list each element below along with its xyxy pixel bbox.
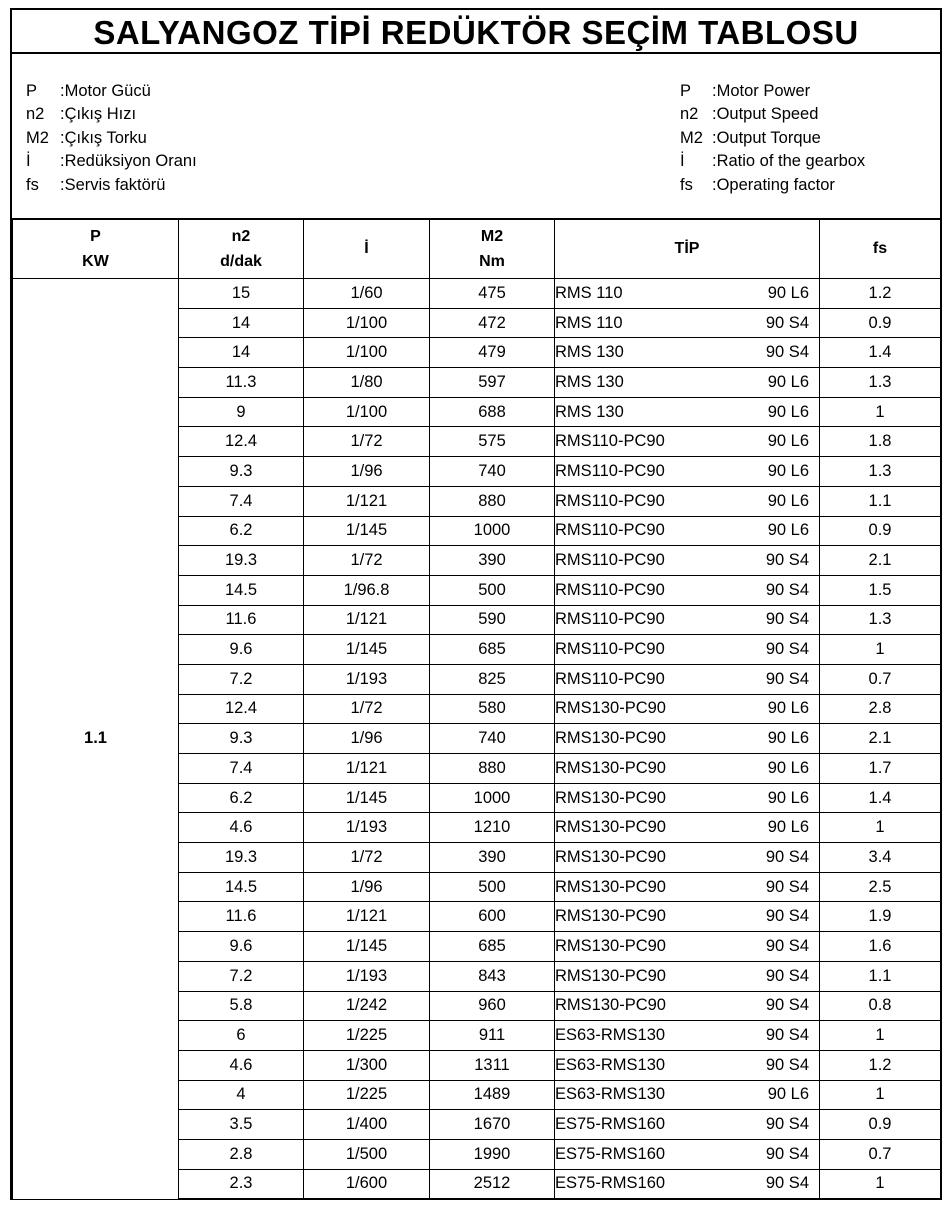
cell-n2: 2.8 [179,1139,304,1169]
cell-n2: 14 [179,308,304,338]
legend-item [26,150,197,173]
cell-n2: 14.5 [179,575,304,605]
cell-fs: 0.7 [820,664,941,694]
legend-item [26,103,197,126]
cell-ratio: 1/500 [304,1139,430,1169]
cell-m2: 960 [430,991,555,1021]
gearbox-type: RMS130-PC90 [555,758,666,777]
header-ratio [304,219,430,279]
cell-ratio: 1/300 [304,1050,430,1080]
cell-ratio: 1/242 [304,991,430,1021]
cell-fs: 0.9 [820,516,941,546]
cell-type [555,605,820,635]
cell-m2: 575 [430,427,555,457]
cell-type [555,783,820,813]
table-header [13,219,941,279]
cell-n2: 14 [179,338,304,368]
cell-m2: 825 [430,664,555,694]
cell-n2: 4.6 [179,813,304,843]
gearbox-type: ES63-RMS130 [555,1085,666,1104]
cell-type [555,843,820,873]
motor-frame: 90 S4 [765,1115,809,1134]
cell-m2: 1670 [430,1110,555,1140]
cell-type [555,961,820,991]
cell-ratio: 1/80 [304,368,430,398]
motor-frame: 90 S4 [765,936,809,955]
cell-type [555,1169,820,1199]
cell-fs: 1.3 [820,457,941,487]
motor-frame: 90 S4 [765,877,809,896]
table-row [13,279,941,309]
cell-ratio: 1/121 [304,754,430,784]
legend-item [680,150,865,173]
cell-n2: 4.6 [179,1050,304,1080]
cell-m2: 843 [430,961,555,991]
cell-n2: 4 [179,1080,304,1110]
cell-fs: 1 [820,397,941,427]
cell-n2: 7.2 [179,664,304,694]
legend-text: :Motor Power [712,82,811,100]
legend-text: :Çıkış Torku [60,128,147,147]
cell-n2: 12.4 [179,427,304,457]
cell-type [555,575,820,605]
cell-fs: 1.2 [820,1050,941,1080]
legend-symbol: M2 [26,128,49,147]
cell-ratio: 1/96 [304,457,430,487]
cell-ratio: 1/145 [304,783,430,813]
cell-type [555,1139,820,1169]
motor-frame: 90 L6 [767,432,809,451]
legend-symbol: n2 [26,105,45,124]
cell-n2: 7.4 [179,754,304,784]
gearbox-type: RMS110-PC90 [555,640,665,659]
cell-m2: 1311 [430,1050,555,1080]
cell-ratio: 1/145 [304,932,430,962]
legend-symbol: fs [680,175,693,194]
selection-table [12,218,941,1200]
gearbox-type: ES75-RMS160 [555,1144,666,1163]
cell-n2: 7.2 [179,961,304,991]
cell-ratio: 1/72 [304,843,430,873]
gearbox-type: RMS110-PC90 [555,521,665,540]
cell-fs: 1.3 [820,368,941,398]
header-m2-unit: Nm [479,253,505,270]
legend-item [26,127,197,150]
cell-ratio: 1/96 [304,872,430,902]
cell-fs: 3.4 [820,843,941,873]
motor-frame: 90 L6 [767,372,809,391]
cell-fs: 2.1 [820,724,941,754]
legend-symbol: M2 [680,128,703,147]
cell-type [555,932,820,962]
motor-frame: 90 L6 [767,699,809,718]
cell-n2: 11.6 [179,902,304,932]
gearbox-type: RMS 130 [555,343,624,362]
cell-ratio: 1/100 [304,397,430,427]
cell-type [555,516,820,546]
cell-n2: 9.3 [179,724,304,754]
motor-frame: 90 L6 [767,729,809,748]
cell-fs: 1.1 [820,486,941,516]
gearbox-type: RMS130-PC90 [555,818,666,837]
motor-frame: 90 L6 [767,283,809,302]
cell-ratio: 1/193 [304,961,430,991]
legend-symbol: n2 [680,105,699,124]
header-fs-label: fs [872,240,888,257]
legend-text: :Output Speed [712,105,819,124]
cell-m2: 685 [430,932,555,962]
cell-fs: 0.8 [820,991,941,1021]
header-n2-unit: d/dak [220,253,262,270]
motor-frame: 90 S4 [765,907,809,926]
cell-ratio: 1/96.8 [304,575,430,605]
cell-n2: 14.5 [179,872,304,902]
gearbox-type: RMS 130 [555,402,624,421]
legend-item [26,174,197,197]
document-sheet [10,8,942,1200]
cell-fs: 1.2 [820,279,941,309]
cell-m2: 880 [430,486,555,516]
motor-frame: 90 S4 [765,1174,809,1193]
cell-fs: 1.1 [820,961,941,991]
cell-type [555,872,820,902]
cell-ratio: 1/225 [304,1080,430,1110]
cell-m2: 472 [430,308,555,338]
cell-type [555,308,820,338]
power-value: 1.1 [13,279,179,1200]
cell-ratio: 1/121 [304,486,430,516]
legend-text: :Redüksiyon Oranı [60,152,197,171]
cell-ratio: 1/145 [304,516,430,546]
cell-fs: 1.9 [820,902,941,932]
motor-frame: 90 S4 [765,580,809,599]
legend-english [680,80,865,197]
cell-n2: 12.4 [179,694,304,724]
header-fs [820,219,941,279]
cell-m2: 390 [430,843,555,873]
cell-type [555,368,820,398]
title-box [12,8,940,54]
header-type-label: TİP [674,240,700,257]
cell-fs: 1.4 [820,783,941,813]
legend-item [26,80,197,103]
gearbox-type: RMS110-PC90 [555,461,665,480]
cell-m2: 2512 [430,1169,555,1199]
cell-ratio: 1/121 [304,605,430,635]
gearbox-type: RMS110-PC90 [555,432,665,451]
cell-n2: 2.3 [179,1169,304,1199]
cell-fs: 1.5 [820,575,941,605]
gearbox-type: RMS 110 [555,313,623,332]
gearbox-type: RMS110-PC90 [555,491,665,510]
gearbox-type: ES63-RMS130 [555,1026,666,1045]
cell-m2: 600 [430,902,555,932]
cell-type [555,724,820,754]
header-power [13,219,179,279]
cell-n2: 6.2 [179,516,304,546]
legend-turkish [26,80,197,197]
cell-ratio: 1/100 [304,338,430,368]
cell-n2: 15 [179,279,304,309]
cell-fs: 1 [820,635,941,665]
motor-frame: 90 L6 [767,758,809,777]
legend-text: :Çıkış Hızı [60,105,137,124]
cell-type [555,486,820,516]
cell-type [555,991,820,1021]
gearbox-type: RMS130-PC90 [555,847,666,866]
cell-ratio: 1/193 [304,813,430,843]
motor-frame: 90 L6 [767,818,809,837]
cell-m2: 475 [430,279,555,309]
cell-type [555,1080,820,1110]
cell-ratio: 1/400 [304,1110,430,1140]
cell-ratio: 1/72 [304,694,430,724]
cell-m2: 740 [430,724,555,754]
motor-frame: 90 S4 [765,669,809,688]
legend-item [680,174,865,197]
cell-m2: 1990 [430,1139,555,1169]
cell-m2: 911 [430,1021,555,1051]
cell-n2: 9.3 [179,457,304,487]
cell-fs: 0.7 [820,1139,941,1169]
cell-type [555,754,820,784]
legend-symbol: İ [680,152,685,171]
cell-m2: 479 [430,338,555,368]
cell-fs: 2.5 [820,872,941,902]
gearbox-type: RMS130-PC90 [555,699,666,718]
gearbox-type: RMS 110 [555,283,623,302]
motor-frame: 90 S4 [765,343,809,362]
cell-type [555,1050,820,1080]
motor-frame: 90 S4 [765,551,809,570]
cell-type [555,427,820,457]
page-title: SALYANGOZ TİPİ REDÜKTÖR SEÇİM TABLOSU [93,14,859,51]
header-type [555,219,820,279]
cell-ratio: 1/96 [304,724,430,754]
cell-n2: 19.3 [179,546,304,576]
cell-n2: 5.8 [179,991,304,1021]
cell-type [555,457,820,487]
header-power-label: P [90,228,101,245]
cell-fs: 1.7 [820,754,941,784]
gearbox-type: RMS110-PC90 [555,610,665,629]
cell-m2: 685 [430,635,555,665]
legend-symbol: fs [26,175,39,194]
motor-frame: 90 S4 [765,847,809,866]
gearbox-type: RMS130-PC90 [555,907,666,926]
cell-m2: 580 [430,694,555,724]
cell-n2: 9.6 [179,635,304,665]
cell-type [555,635,820,665]
gearbox-type: RMS110-PC90 [555,669,665,688]
header-m2 [430,219,555,279]
cell-fs: 1 [820,1021,941,1051]
cell-ratio: 1/72 [304,427,430,457]
cell-n2: 3.5 [179,1110,304,1140]
legend-item [680,103,865,126]
cell-fs: 1.3 [820,605,941,635]
motor-frame: 90 S4 [765,313,809,332]
legend-text: :Servis faktörü [60,175,166,194]
gearbox-type: RMS130-PC90 [555,788,666,807]
gearbox-type: RMS130-PC90 [555,936,666,955]
cell-m2: 688 [430,397,555,427]
gearbox-type: RMS110-PC90 [555,580,665,599]
cell-type [555,664,820,694]
gearbox-type: ES75-RMS160 [555,1115,666,1134]
cell-type [555,397,820,427]
cell-type [555,1110,820,1140]
motor-frame: 90 S4 [765,966,809,985]
header-power-unit: KW [82,253,109,270]
header-ratio-label: İ [364,240,369,257]
legend-item [680,127,865,150]
cell-ratio: 1/193 [304,664,430,694]
cell-ratio: 1/60 [304,279,430,309]
cell-type [555,694,820,724]
cell-type [555,902,820,932]
motor-frame: 90 L6 [767,521,809,540]
cell-fs: 1.8 [820,427,941,457]
motor-frame: 90 L6 [767,402,809,421]
cell-fs: 2.8 [820,694,941,724]
header-n2-label: n2 [231,228,251,245]
cell-ratio: 1/100 [304,308,430,338]
motor-frame: 90 L6 [767,1085,809,1104]
cell-n2: 6 [179,1021,304,1051]
gearbox-type: RMS130-PC90 [555,729,666,748]
cell-n2: 6.2 [179,783,304,813]
motor-frame: 90 S4 [765,640,809,659]
cell-fs: 0.9 [820,1110,941,1140]
legend-text: :Operating factor [712,175,835,194]
motor-frame: 90 S4 [765,610,809,629]
motor-frame: 90 L6 [767,788,809,807]
cell-m2: 597 [430,368,555,398]
cell-n2: 7.4 [179,486,304,516]
cell-fs: 1 [820,1080,941,1110]
gearbox-type: ES75-RMS160 [555,1174,666,1193]
cell-fs: 1.4 [820,338,941,368]
cell-m2: 500 [430,872,555,902]
motor-frame: 90 L6 [767,491,809,510]
cell-m2: 390 [430,546,555,576]
cell-fs: 0.9 [820,308,941,338]
cell-fs: 2.1 [820,546,941,576]
motor-frame: 90 S4 [765,1055,809,1074]
cell-type [555,279,820,309]
cell-m2: 1210 [430,813,555,843]
header-m2-label: M2 [480,228,504,245]
cell-m2: 590 [430,605,555,635]
legend-text: :Ratio of the gearbox [712,152,866,171]
cell-n2: 11.3 [179,368,304,398]
cell-fs: 1 [820,1169,941,1199]
header-n2 [179,219,304,279]
cell-m2: 500 [430,575,555,605]
gearbox-type: RMS130-PC90 [555,877,666,896]
table-body [13,279,941,1200]
cell-type [555,813,820,843]
cell-m2: 1000 [430,516,555,546]
cell-type [555,1021,820,1051]
cell-ratio: 1/72 [304,546,430,576]
cell-type [555,338,820,368]
legend-text: :Motor Gücü [60,82,151,100]
cell-n2: 9.6 [179,932,304,962]
cell-fs: 1 [820,813,941,843]
legend-symbol: P [26,82,38,100]
motor-frame: 90 L6 [767,461,809,480]
cell-n2: 9 [179,397,304,427]
motor-frame: 90 S4 [765,1144,809,1163]
cell-m2: 880 [430,754,555,784]
legend-symbol: P [680,82,692,100]
cell-ratio: 1/145 [304,635,430,665]
gearbox-type: RMS 130 [555,372,624,391]
cell-ratio: 1/121 [304,902,430,932]
cell-n2: 19.3 [179,843,304,873]
cell-m2: 1000 [430,783,555,813]
legend-text: :Output Torque [712,128,821,147]
legend-symbol: İ [26,152,31,171]
cell-ratio: 1/600 [304,1169,430,1199]
cell-fs: 1.6 [820,932,941,962]
motor-frame: 90 S4 [765,996,809,1015]
gearbox-type: RMS130-PC90 [555,966,666,985]
gearbox-type: RMS130-PC90 [555,996,666,1015]
cell-ratio: 1/225 [304,1021,430,1051]
cell-type [555,546,820,576]
gearbox-type: ES63-RMS130 [555,1055,666,1074]
cell-m2: 1489 [430,1080,555,1110]
legend-item [680,80,865,103]
cell-n2: 11.6 [179,605,304,635]
gearbox-type: RMS110-PC90 [555,551,665,570]
cell-m2: 740 [430,457,555,487]
motor-frame: 90 S4 [765,1026,809,1045]
